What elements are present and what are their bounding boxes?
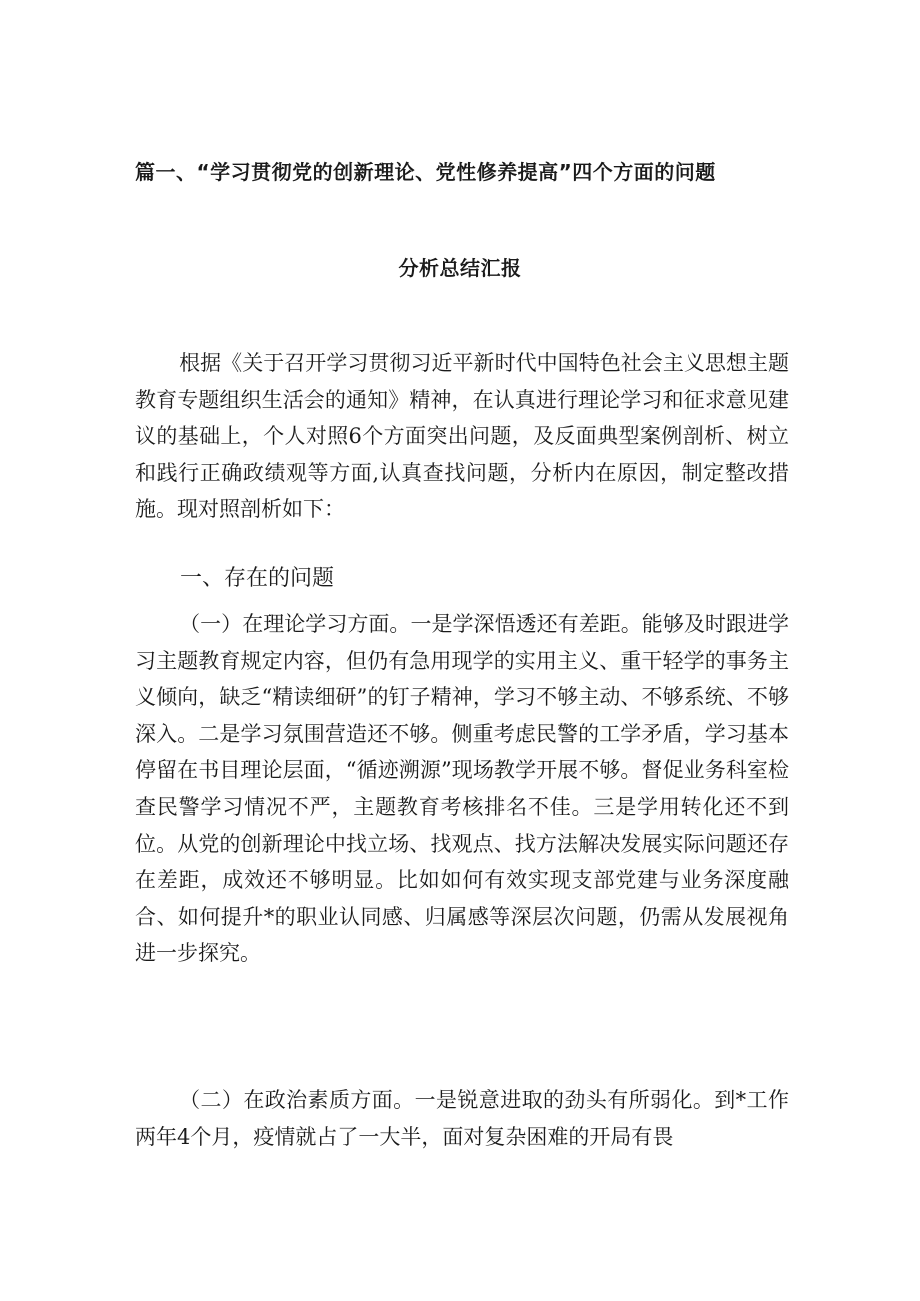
section-heading: 一、存在的问题 [180, 566, 335, 591]
intro-paragraph: 根据《关于召开学习贯彻习近平新时代中国特色社会主义思想主题教育专题组织生活会的通知》精神，在认真进行理论学习和征求意见建议的基础上，个人对照6个方面突出问题，及反面典型案例剖析、树立和践行正确政绩观等方面,认真查找问题，分析内在原因，制定整改措施。现对照剖析如下： [135, 351, 789, 522]
document-title-line-2: 分析总结汇报 [398, 256, 522, 280]
paragraph-political-quality: （二）在政治素质方面。一是锐意进取的劲头有所弱化。到*工作两年4个月，疫情就占了一大半，面对复杂困难的开局有畏 [135, 1088, 789, 1149]
paragraph-theory-study: （一）在理论学习方面。一是学深悟透还有差距。能够及时跟进学习主题教育规定内容，但仍有急用现学的实用主义、重干轻学的事务主义倾向，缺乏“精读细研”的钉子精神，学习不够主动、不够系统、不够深入。二是学习氛围营造还不够。侧重考虑民警的工学矛盾，学习基本停留在书目理论层面，“循迹溯源”现场教学开展不够。督促业务科室检查民警学习情况不严，主题教育考核排名不佳。三是学用转化还不到位。从党的创新理论中找立场、找观点、找方法解决发展实际问题还存在差距，成效还不够明显。比如如何有效实现支部党建与业务深度融合、如何提升*的职业认同感、归属感等深层次问题，仍需从发展视角进一步探究。 [135, 612, 789, 966]
document-title-line-1: 篇一、“学习贯彻党的创新理论、党性修养提高”四个方面的问题 [135, 160, 716, 184]
